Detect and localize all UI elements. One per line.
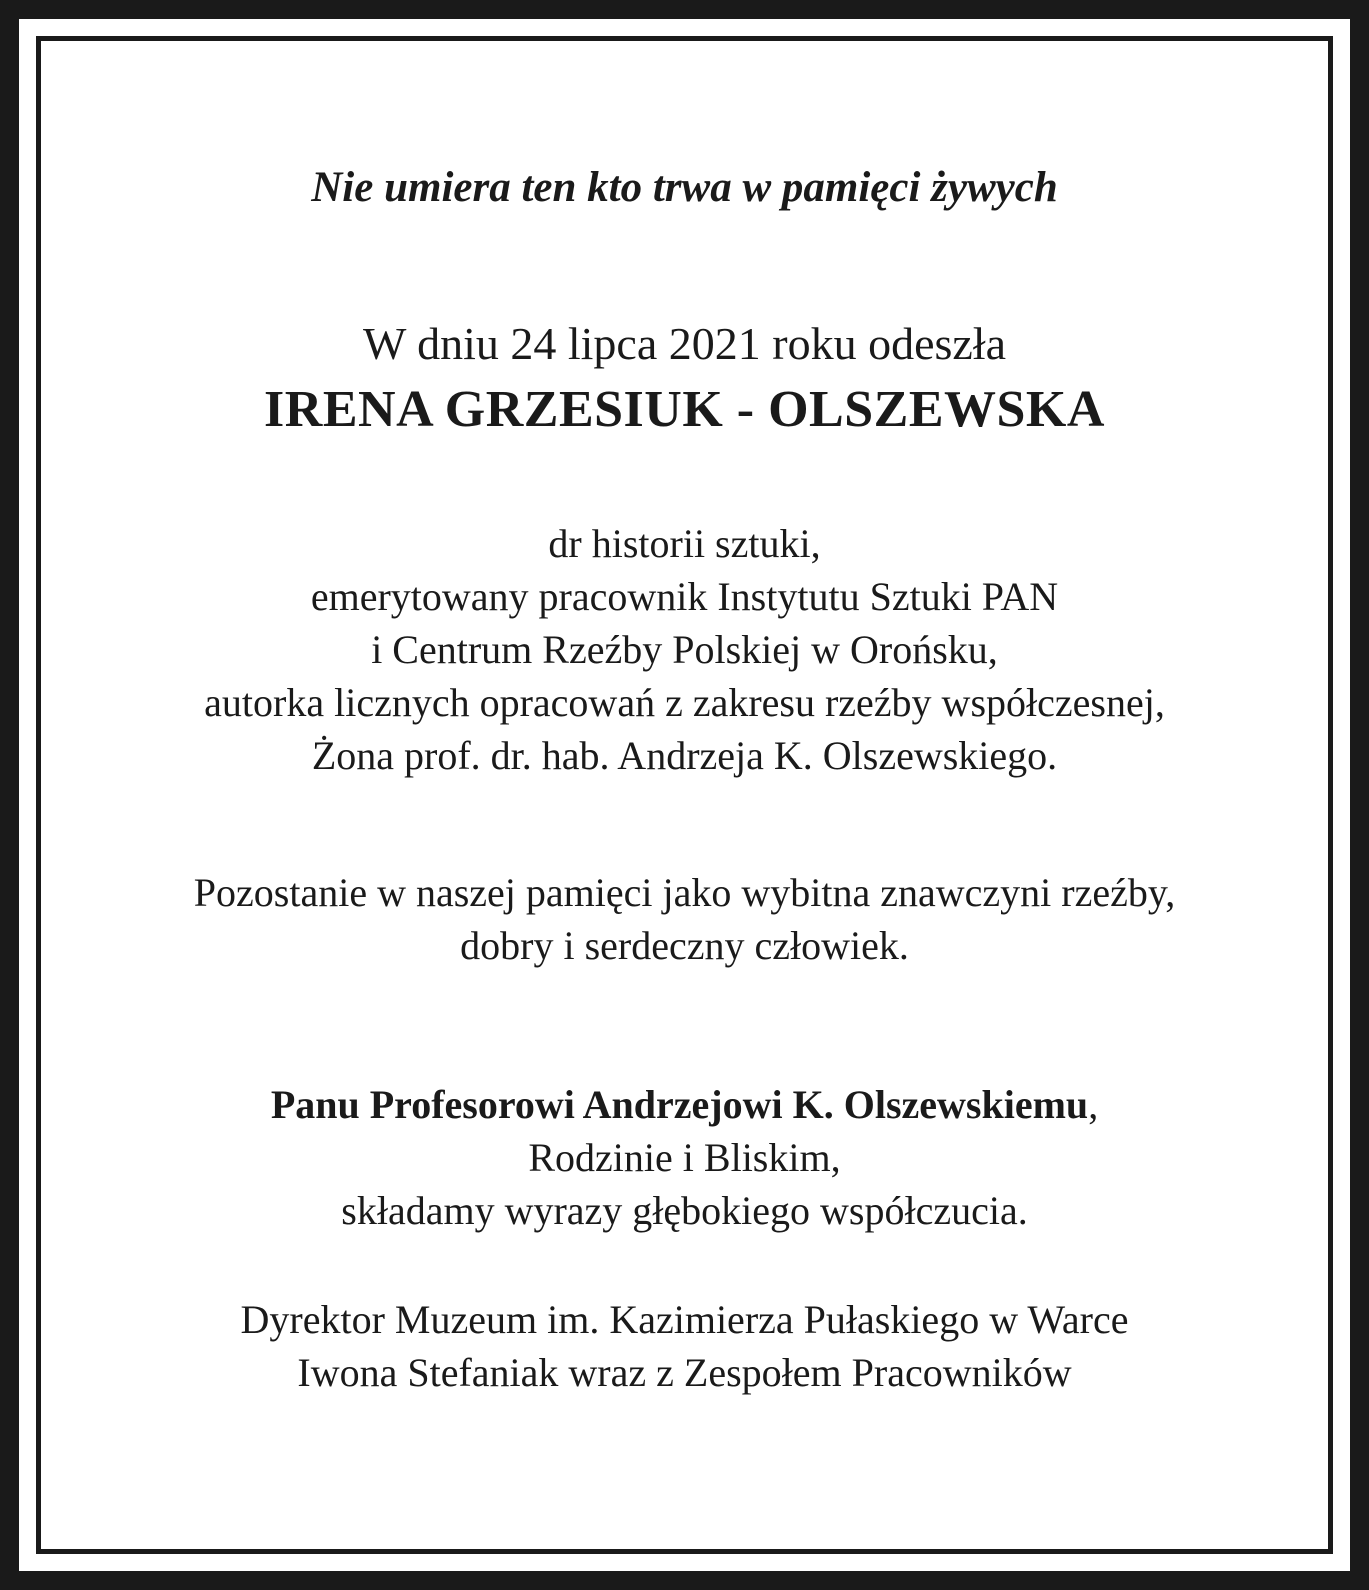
condolence-line: Rodzinie i Bliskim, — [528, 1135, 841, 1180]
condolence-line: składamy wyrazy głębokiego współczucia. — [341, 1188, 1028, 1233]
death-date-line: W dniu 24 lipca 2021 roku odeszła — [362, 318, 1006, 369]
motto: Nie umiera ten kto trwa w pamięci żywych — [311, 164, 1058, 211]
remembrance-line: dobry i serdeczny człowiek. — [460, 923, 909, 968]
addressee-name: Panu Profesorowi Andrzejowi K. Olszewskiemu — [270, 1082, 1089, 1127]
biography-line: Żona prof. dr. hab. Andrzeja K. Olszewskiego. — [311, 733, 1058, 778]
biography-line: dr historii sztuki, — [548, 521, 821, 566]
biography-line: emerytowany pracownik Instytutu Sztuki PAN — [310, 574, 1059, 619]
signature-line: Iwona Stefaniak wraz z Zespołem Pracowników — [297, 1350, 1072, 1395]
deceased-name: IRENA GRZESIUK - OLSZEWSKA — [264, 381, 1105, 438]
remembrance-line: Pozostanie w naszej pamięci jako wybitna znawczyni rzeźby, — [193, 870, 1176, 915]
condolence-addressee — [41, 1082, 1328, 1127]
biography-line: autorka licznych opracowań z zakresu rzeźby współczesnej, — [204, 680, 1165, 725]
biography-line: i Centrum Rzeźby Polskiej w Orońsku, — [371, 627, 998, 672]
addressee-comma: , — [1088, 1082, 1099, 1127]
signature-line: Dyrektor Muzeum im. Kazimierza Pułaskiego w Warce — [240, 1297, 1129, 1342]
